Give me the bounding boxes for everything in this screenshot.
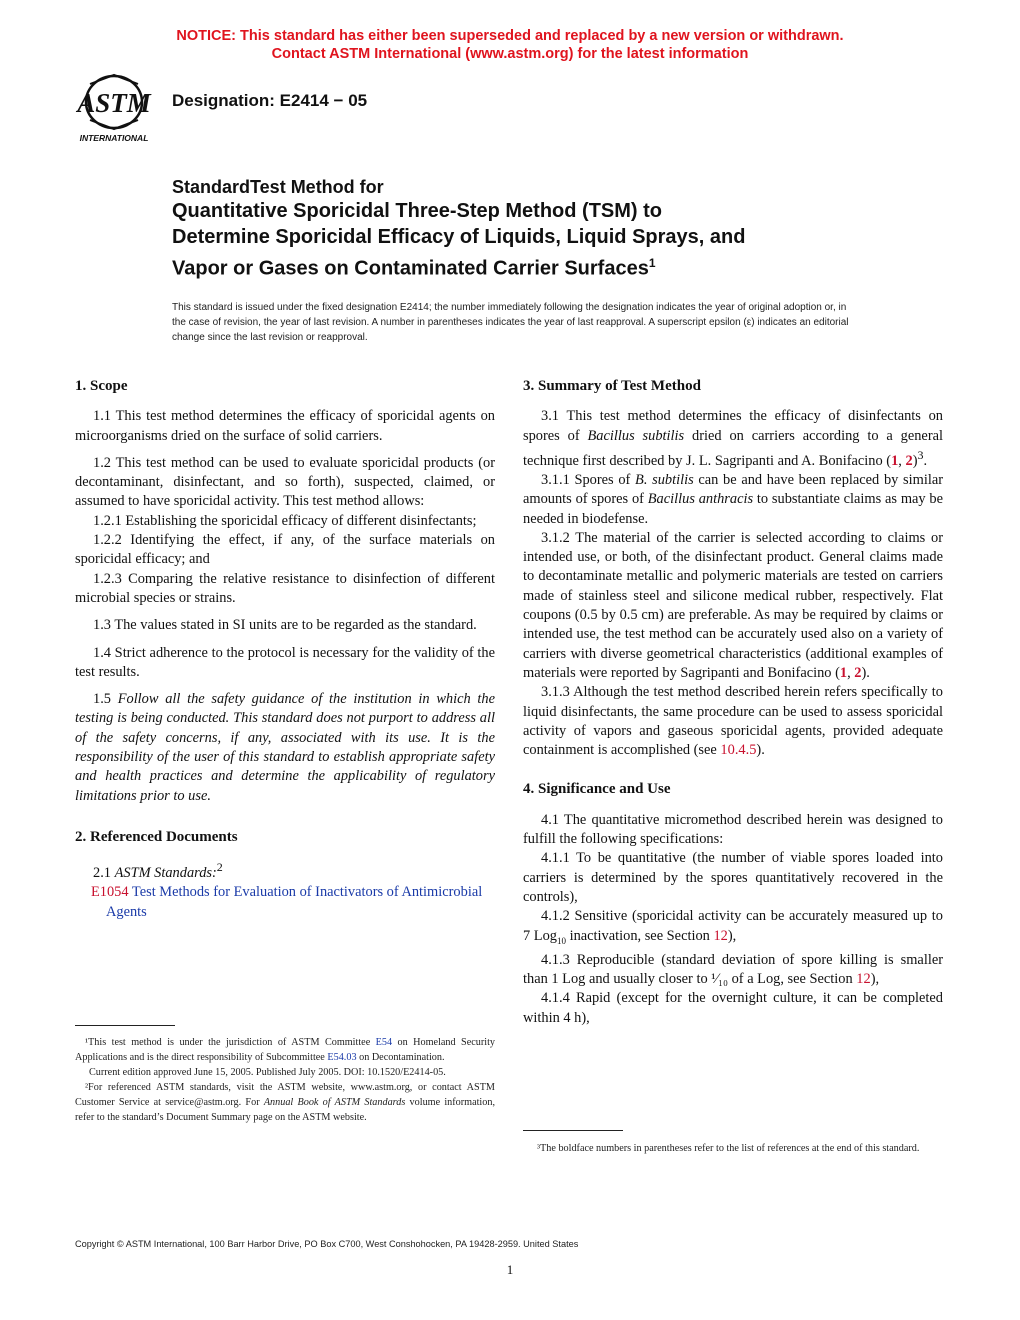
fn1-text-c: on Decontamination. [356, 1052, 445, 1063]
paragraph-1-1: 1.1 This test method determines the efficacy of sporicidal agents on microorganisms dried on the surface of solid carriers. [75, 408, 495, 444]
p3-1-1-text-b: can be and have been replaced by similar amounts of spores of [523, 471, 943, 508]
p3-1-1-species-2: Bacillus anthracis [647, 491, 754, 508]
paragraph-1-2: 1.2 This test method can be used to evaluate sporicidal products (or decontaminant, disinfectant, and so forth), suspected, claimed, or assumed to have sporicidal activity. This test method allows: [75, 454, 495, 510]
safety-statement: Follow all the safety guidance of the institution in which the testing is being conducted. This standard does not purport to address all of the safety concerns, if any, associated with its use. It is the responsibility of the user of this standard to establish appropriate safety and health practices and determine the applicability of regulatory limitations prior to use. [75, 691, 495, 804]
paragraph-1-3: 1.3 The values stated in SI units are to be regarded as the standard. [93, 617, 477, 634]
footnote-rule-left [75, 1025, 175, 1026]
p3-1-3-end: ). [756, 742, 765, 759]
page-number: 1 [506, 1262, 514, 1277]
title-line-3-text: Vapor or Gases on Contaminated Carrier Surfaces [172, 257, 649, 280]
paragraph-1-5-number: 1.5 [93, 691, 118, 708]
paragraph-4-1-3 [523, 951, 943, 990]
copyright-line: Copyright © ASTM International, 100 Barr Harbor Drive, PO Box C700, West Conshohocken, PA 19428-2959. United States [75, 1239, 579, 1249]
right-column [523, 377, 943, 1028]
notice-line-1: NOTICE: This standard has either been superseded and replaced by a new version or withdrawn. [176, 28, 844, 44]
e54-03-link[interactable]: E54.03 [327, 1052, 357, 1063]
p4-1-3-text-b: of a Log, see Section [728, 970, 857, 987]
astm-standards-label: ASTM Standards: [114, 865, 217, 882]
section-heading-scope: 1. Scope [75, 378, 128, 394]
paragraph-2-1 [75, 858, 495, 883]
paragraph-4-1-2 [523, 907, 943, 950]
logo-letters: ASTM [77, 88, 151, 118]
p3-1-3-text: 3.1.3 Although the test method described herein refers specifically to liquid disinfectants, the same procedure can be used to assess sporicidal activity of vapors and gaseous sporicidal agents, provided adequate containment is accomplished (see [523, 684, 943, 759]
log-subscript: 10 [556, 935, 566, 946]
section-10-4-5-link[interactable]: 10.4.5 [720, 742, 757, 759]
fraction-one-tenth: ¹⁄₁₀ [711, 970, 729, 987]
citation-1-link[interactable]: 1 [839, 664, 848, 681]
paragraph-3-1-2 [523, 529, 943, 683]
title-footnote-mark: 1 [648, 256, 656, 270]
paragraph-4-1: 4.1 The quantitative micromethod described herein was designed to fulfill the following specifications: [523, 811, 943, 848]
e1054-link[interactable]: E1054 [91, 884, 129, 901]
title-line-3 [172, 250, 892, 282]
p4-1-2-text-a: 4.1.2 Sensitive (sporicidal activity can be accurately measured up to 7 Log [523, 908, 943, 944]
section-heading-significance: 4. Significance and Use [523, 781, 671, 798]
designation: Designation: E2414 − 05 [172, 91, 368, 110]
footnotes-left [75, 1035, 495, 1125]
p3-1-text-c: ) [912, 452, 918, 469]
title-prefix: StandardTest Method for [172, 177, 384, 197]
fn1-text-a: ¹This test method is under the jurisdiction of ASTM Committee [85, 1037, 376, 1048]
paragraph-4-1-1: 4.1.1 To be quantitative (the number of viable spores loaded into carriers is determined by the spores quantitatively recovered in the controls), [523, 850, 943, 905]
paragraph-1-4: 1.4 Strict adherence to the protocol is necessary for the validity of the test results. [75, 644, 495, 680]
footnote-3: ³The boldface numbers in parentheses refer to the list of references at the end of this standard. [537, 1143, 920, 1154]
footnote-1-edition: Current edition approved June 15, 2005. Published July 2005. DOI: 10.1520/E2414-05. [89, 1067, 446, 1078]
p3-1-end: . [923, 452, 928, 469]
paragraph-1-2-3: 1.2.3 Comparing the relative resistance to disinfection of different microbial species or strains. [75, 570, 495, 606]
document-title [172, 176, 892, 282]
p3-1-1-text-c: to substantiate claims as may be needed in biodefense. [523, 491, 943, 527]
paragraph-3-1-3 [523, 683, 943, 760]
fn2-text-b: volume information, refer to the standard’s Document Summary page on the ASTM website. [75, 1097, 495, 1123]
p3-1-2-text: 3.1.2 The material of the carrier is selected according to claims or intended use, or both, of the disinfectant product. General claims made to decontaminate metallic and polymeric materials are tested on carriers made of stainless steel and silicone medical rubber, respectively. Flat coupons (0.5 by 0.5 cm) are preferable. As may be required by claims or intended use, the test method can be accurately used also on a variety of carriers with diverse geometrical characteristics (additional examples of materials were reported by Sagripanti and Bonifacino ( [523, 529, 943, 681]
citation-2-link[interactable]: 2 [854, 664, 862, 681]
citation-separator: , [898, 452, 906, 469]
paragraph-4-1-4: 4.1.4 Rapid (except for the overnight culture, it can be completed within 4 h), [523, 990, 943, 1026]
footnotes-right [523, 1141, 943, 1156]
e1054-title-link[interactable]: Test Methods for Evaluation of Inactivators of Antimicrobial Agents [106, 884, 483, 920]
p4-1-3-end: ), [870, 970, 880, 987]
p3-1-1-species-1: B. subtilis [635, 471, 694, 488]
p4-1-3-text-a: 4.1.3 Reproducible (standard deviation of spore killing is smaller than 1 Log and usually closer to [523, 951, 943, 987]
fn1-text-b: on Homeland Security Applications and is the direct responsibility of Subcommittee [75, 1037, 496, 1063]
paragraph-3-1 [523, 407, 943, 471]
citation-2-link[interactable]: 2 [905, 452, 913, 469]
citation-separator: , [847, 664, 855, 681]
p3-1-2-end: ). [861, 664, 870, 681]
section-12-link[interactable]: 12 [856, 970, 871, 987]
withdrawal-notice [0, 27, 1020, 63]
footnote-ref-2: 2 [216, 860, 223, 875]
p3-1-species: Bacillus subtilis [587, 427, 685, 444]
footnote-2 [75, 1080, 495, 1125]
paragraph-2-1-number: 2.1 [93, 865, 115, 882]
section-12-link[interactable]: 12 [713, 927, 728, 944]
p3-1-text-b: dried on carriers according to a general technique first described by J. L. Sagripanti and A. Bonifacino ( [523, 427, 943, 469]
title-line-2: Determine Sporicidal Efficacy of Liquids, Liquid Sprays, and [172, 226, 746, 248]
p4-1-2-text-b: inactivation, see Section [565, 927, 714, 944]
astm-logo-mark [70, 72, 162, 144]
paragraph-1-2-2: 1.2.2 Identifying the effect, if any, of the surface materials on sporicidal efficacy; and [75, 532, 495, 568]
paragraph-1-5 [75, 690, 495, 806]
paragraph-3-1-1 [523, 471, 943, 529]
fn2-text-a: ²For referenced ASTM standards, visit the ASTM website, www.astm.org, or contact ASTM Customer Service at service@astm.org. For [75, 1082, 495, 1108]
left-column [75, 377, 495, 930]
fn2-book-title: Annual Book of ASTM Standards [263, 1097, 406, 1108]
p4-1-2-end: ), [727, 927, 737, 944]
footnote-rule-right [523, 1130, 623, 1131]
section-heading-referenced-documents: 2. Referenced Documents [75, 828, 238, 845]
astm-logo [70, 72, 162, 144]
footnote-ref-3: 3 [917, 447, 924, 462]
citation-1-link[interactable]: 1 [891, 452, 899, 469]
e54-link[interactable]: E54 [375, 1037, 393, 1048]
notice-line-2: Contact ASTM International (www.astm.org) for the latest information [271, 46, 749, 62]
footnote-1 [75, 1035, 495, 1065]
paragraph-1-2-1: 1.2.1 Establishing the sporicidal efficacy of different disinfectants; [93, 512, 477, 529]
p3-1-1-text-a: 3.1.1 Spores of [541, 471, 636, 488]
section-heading-summary: 3. Summary of Test Method [523, 378, 701, 394]
title-line-1: Quantitative Sporicidal Three-Step Method (TSM) to [172, 200, 663, 222]
p3-1-text-a: 3.1 This test method determines the efficacy of disinfectants on spores of [523, 408, 943, 444]
referenced-standard-e1054 [75, 883, 495, 922]
standard-issuance-note: This standard is issued under the fixed designation E2414; the number immediately following the designation indicates the year of original adoption or, in the case of revision, the year of last revision. A number in parentheses indicates the year of last reapproval. A superscript epsilon (ε) indicates an editorial change since the last revision or reapproval. [172, 302, 849, 343]
logo-international: INTERNATIONAL [79, 133, 149, 143]
